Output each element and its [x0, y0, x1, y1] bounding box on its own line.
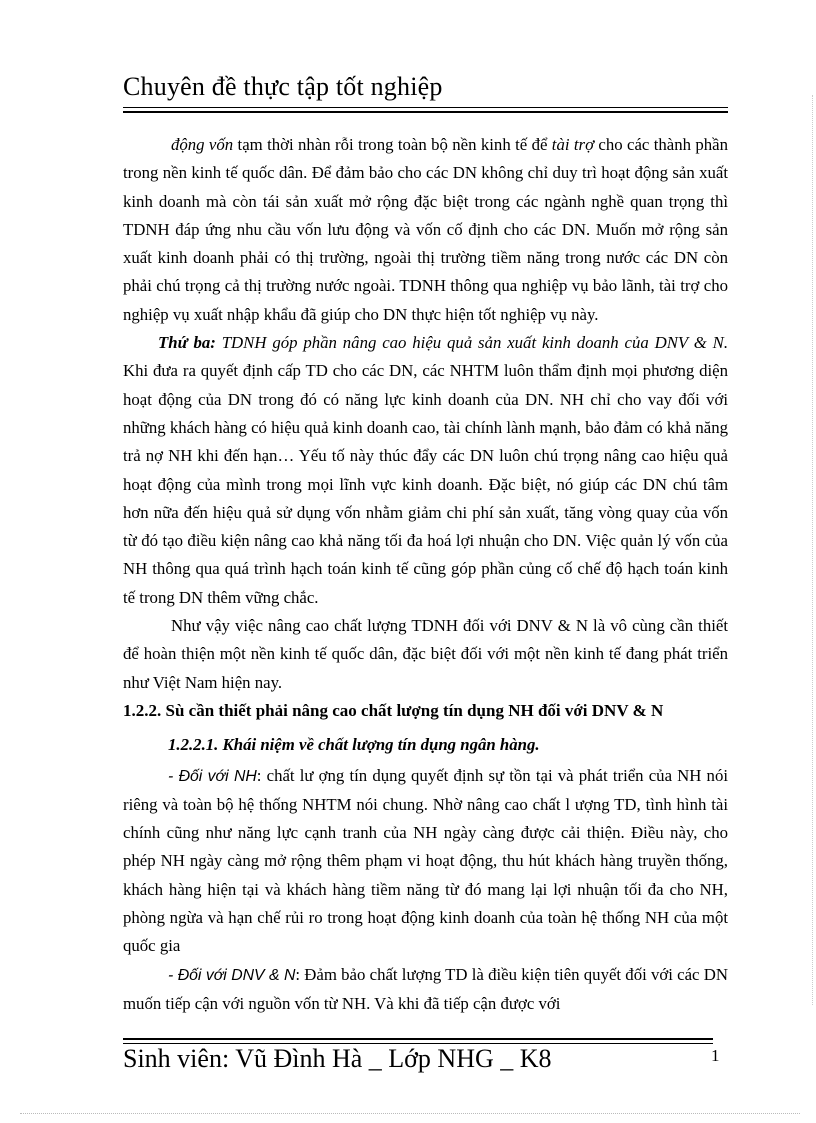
paragraph-5-text: : Đảm bảo chất lượng TD là điều kiện tiên quyết đối với các DN muốn tiếp cận với nguồn vốn từ NH. Và khi đã tiếp cận được với	[123, 964, 728, 1013]
paragraph-2-italic: TDNH góp phần nâng cao hiệu quả sản xuất kinh doanh của DNV & N.	[215, 333, 729, 353]
paragraph-5	[123, 961, 728, 1019]
paragraph-1-text-b: cho các thành phần trong nền kinh tế quốc dân. Để đảm bảo cho các DN không chỉ duy trì hoạt động sản xuất kinh doanh mà còn tái sản xuất mở rộng đặc biệt trong các ngành nghề quan trọng thì TDNH đáp ứng nhu cầu vốn lưu động và vốn cố định cho các DN. Muốn mở rộng sản xuất kinh doanh phải có thị trường, ngoài thị trường tiềm năng trong nước các DN còn phải chú trọng cả thị trường nước ngoài. TDNH thông qua nghiệp vụ bảo lãnh, tài trợ cho nghiệp vụ xuất nhập khẩu đã giúp cho DN thực hiện tốt nghiệp vụ này.	[123, 135, 729, 324]
paragraph-1-lead: động vốn	[171, 135, 234, 154]
page-number: 1	[711, 1046, 720, 1065]
paragraph-1-italic: tài trợ	[551, 135, 595, 154]
page-bottom-guide	[20, 1113, 800, 1114]
footer-student-info: Sinh viên: Vũ Đình Hà _ Lớp NHG _ K8	[123, 1044, 552, 1073]
paragraph-4-text: : chất lư ợng tín dụng quyết định sự tồn tại và phát triển của NH nói riêng và toàn bộ hệ thống NHTM nói chung. Nhờ nâng cao chất l ượng TD, tình hình tài chính cũng như năng lực cạnh tranh của NH ngày càng được cải thiện. Điều này, cho phép NH ngày càng mở rộng thêm phạm vi hoạt động, thu hút khách hàng truyền thống, khách hàng hiện tại và khách hàng tiềm năng từ đó mang lại lợi nhuận tối đa cho NH, phòng ngừa và hạn chế rủi ro trong hoạt động kinh doanh của toàn hệ thống NH của một quốc gia	[123, 765, 729, 956]
header-rule-thin	[123, 107, 728, 108]
paragraph-4	[123, 762, 728, 961]
document-body	[123, 131, 728, 1018]
paragraph-1-text-a: tạm thời nhàn rỗi trong toàn bộ nền kinh tế để	[233, 135, 552, 154]
subsection-heading: 1.2.2.1. Khái niệm về chất lượng tín dụng ngân hàng.	[168, 735, 540, 755]
footer-rule-thick	[123, 1038, 713, 1040]
page-edge-guide	[812, 95, 814, 1005]
paragraph-4-lead: - Đối với NH	[168, 767, 257, 785]
paragraph-2	[123, 329, 728, 612]
paragraph-2-text: Khi đưa ra quyết định cấp TD cho các DN, các NHTM luôn thẩm định mọi phương diện hoạt động của DN trong đó có năng lực kinh doanh của DN. NH chỉ cho vay đối với những khách hàng có hiệu quả kinh doanh cao, tài chính lành mạnh, bảo đảm có khả năng trả nợ NH khi đến hạn… Yếu tố này thúc đẩy các DN luôn chú trọng nâng cao hiệu quả hoạt động của mình trong mọi lĩnh vực kinh doanh. Đặc biệt, nó giúp các DN chú tâm hơn nữa đến hiệu quả sử dụng vốn nhằm giảm chi phí sản xuất, tăng vòng quay của vốn từ đó tạo điều kiện nâng cao khả năng tối đa hoá lợi nhuận cho DN. Việc quản lý vốn của NH thông qua quá trình hạch toán kinh tế cũng góp phần củng cố chế độ hạch toán kinh tế trong DN thêm vững chắc.	[123, 361, 728, 607]
paragraph-1	[123, 131, 728, 329]
paragraph-2-lead: Thứ ba:	[158, 333, 216, 353]
paragraph-3: Như vậy việc nâng cao chất lượng TDNH đối với DNV & N là vô cùng cần thiết để hoàn thiện một nền kinh tế quốc dân, đặc biệt đối với một nền kinh tế đang phát triển như Việt Nam hiện nay.	[123, 616, 728, 692]
section-heading: 1.2.2. Sù cần thiết phải nâng cao chất lượng tín dụng NH đối với DNV & N	[123, 700, 664, 720]
header-rule-thick	[123, 111, 728, 113]
paragraph-5-lead: - Đối với DNV & N	[168, 966, 296, 984]
header-title: Chuyên đề thực tập tốt nghiệp	[123, 72, 443, 101]
